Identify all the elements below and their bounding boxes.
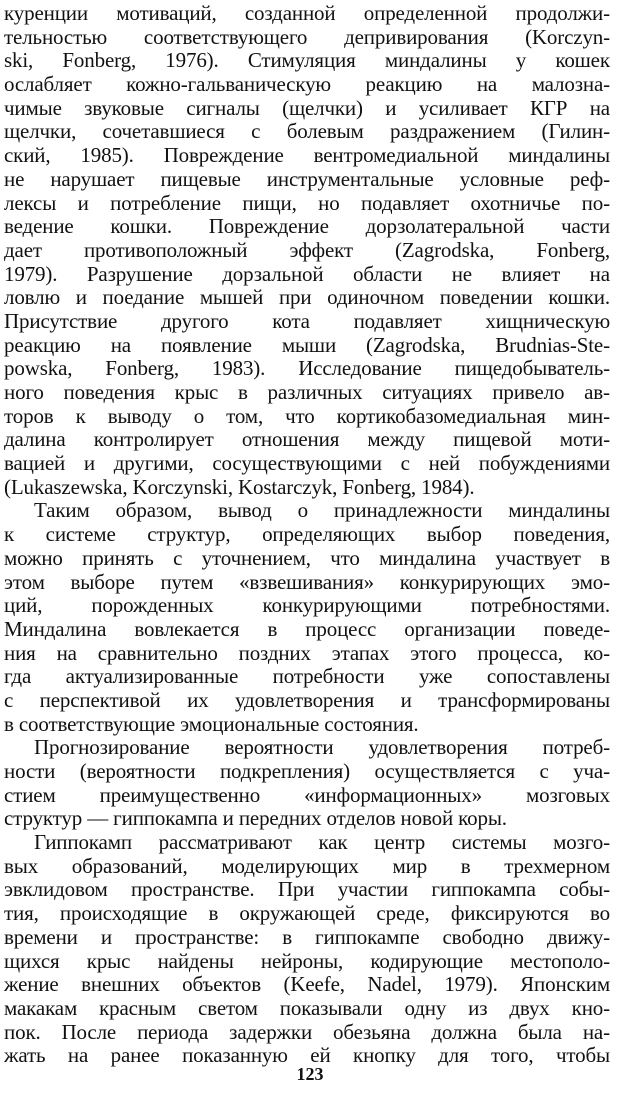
paragraph [4, 831, 610, 1068]
paragraph [4, 2, 610, 499]
text-line: щелчки, сочетавшиеся с болевым раздражением (Гилин- [4, 119, 610, 144]
text-line: чимые звуковые сигналы (щелчки) и усиливает КГР на [4, 95, 610, 120]
text-line: лексы и потребление пищи, но подавляет охотничье по- [4, 190, 610, 215]
text-line: ослабляет кожно-гальваническую реакцию на малозна- [4, 72, 610, 97]
text-line: вацией и другими, сосуществующими с ней побуждениями [4, 451, 610, 476]
text-line: powska, Fonberg, 1983). Исследование пищедобыватель- [4, 356, 610, 381]
text-line: эвклидовом пространстве. При участии гиппокампа собы- [4, 877, 610, 902]
text-line: тия, происходящие в окружающей среде, фиксируются во [4, 901, 610, 926]
text-line: структур — гиппокампа и передних отделов новой коры. [4, 806, 507, 831]
text-line: 1979). Разрушение дорзальной области не влияет на [4, 261, 610, 286]
text-line: ведение кошки. Повреждение дорзолатеральной части [4, 214, 610, 239]
text-line: с перспективой их удовлетворения и трансформированы [4, 687, 610, 712]
text-line: времени и пространстве: в гиппокампе свободно движу- [4, 924, 610, 949]
text-line: Прогнозирование вероятности удовлетворения потреб- [34, 735, 610, 760]
text-line: жение внешних объектов (Keefe, Nadel, 1979). Японским [4, 972, 610, 997]
text-line: реакцию на появление мыши (Zagrodska, Brudnias-Ste- [4, 332, 610, 357]
text-line: куренции мотиваций, созданной определенной продолжи- [4, 1, 610, 25]
text-line: в соответствующие эмоциональные состояния. [4, 711, 419, 736]
page-number: 123 [296, 1064, 324, 1084]
text-line: ния на сравнительно поздних этапах этого процесса, ко- [4, 640, 610, 665]
paragraph [4, 499, 610, 736]
text-line: жать на ранее показанную ей кнопку для того, чтобы [4, 1043, 610, 1068]
text-line: ski, Fonberg, 1976). Стимуляция миндалины у кошек [4, 48, 610, 73]
text-line: стием преимущественно «информационных» мозговых [4, 782, 610, 807]
text-line: гда актуализированные потребности уже сопоставлены [4, 664, 610, 689]
text-line: Таким образом, вывод о принадлежности миндалины [34, 498, 610, 523]
text-line: Гиппокамп рассматривают как центр системы мозго- [34, 830, 610, 855]
text-line: Присутствие другого кота подавляет хищническую [4, 308, 610, 333]
text-line: тельностью соответствующего депривирования (Korczyn- [4, 24, 610, 49]
text-line: щихся крыс найдены нейроны, кодирующие местополо- [4, 948, 610, 973]
text-line: не нарушает пищевые инструментальные условные реф- [4, 166, 610, 191]
text-line: дает противоположный эффект (Zagrodska, Fonberg, [4, 237, 610, 262]
text-line: пок. После периода задержки обезьяна должна была на- [4, 1019, 610, 1044]
text-line: (Lukaszewska, Korczynski, Kostarczyk, Fonberg, 1984). [4, 474, 475, 499]
text-line: можно принять с уточнением, что миндалина участвует в [4, 545, 610, 570]
text-line: далина контролирует отношения между пищевой моти- [4, 427, 610, 452]
paragraph [4, 736, 610, 831]
text-line: этом выборе путем «взвешивания» конкурирующих эмо- [4, 569, 610, 594]
text-line: ловлю и поедание мышей при одиночном поведении кошки. [4, 285, 610, 310]
text-line: ного поведения крыс в различных ситуациях привело ав- [4, 380, 610, 404]
text-line: Миндалина вовлекается в процесс организации поведе- [4, 616, 610, 641]
text-line: макакам красным светом показывали одну из двух кно- [4, 995, 610, 1020]
text-line: вых образований, моделирующих мир в трехмерном [4, 853, 610, 878]
text-line: торов к выводу о том, что кортикобазомедиальная мин- [4, 403, 610, 428]
text-line: к системе структур, определяющих выбор поведения, [4, 522, 610, 547]
text-line: ности (вероятности подкрепления) осуществляется с уча- [4, 759, 610, 783]
body-text [4, 2, 610, 1068]
text-line: ский, 1985). Повреждение вентромедиальной миндалины [4, 143, 610, 168]
text-line: ций, порожденных конкурирующими потребностями. [4, 593, 610, 618]
